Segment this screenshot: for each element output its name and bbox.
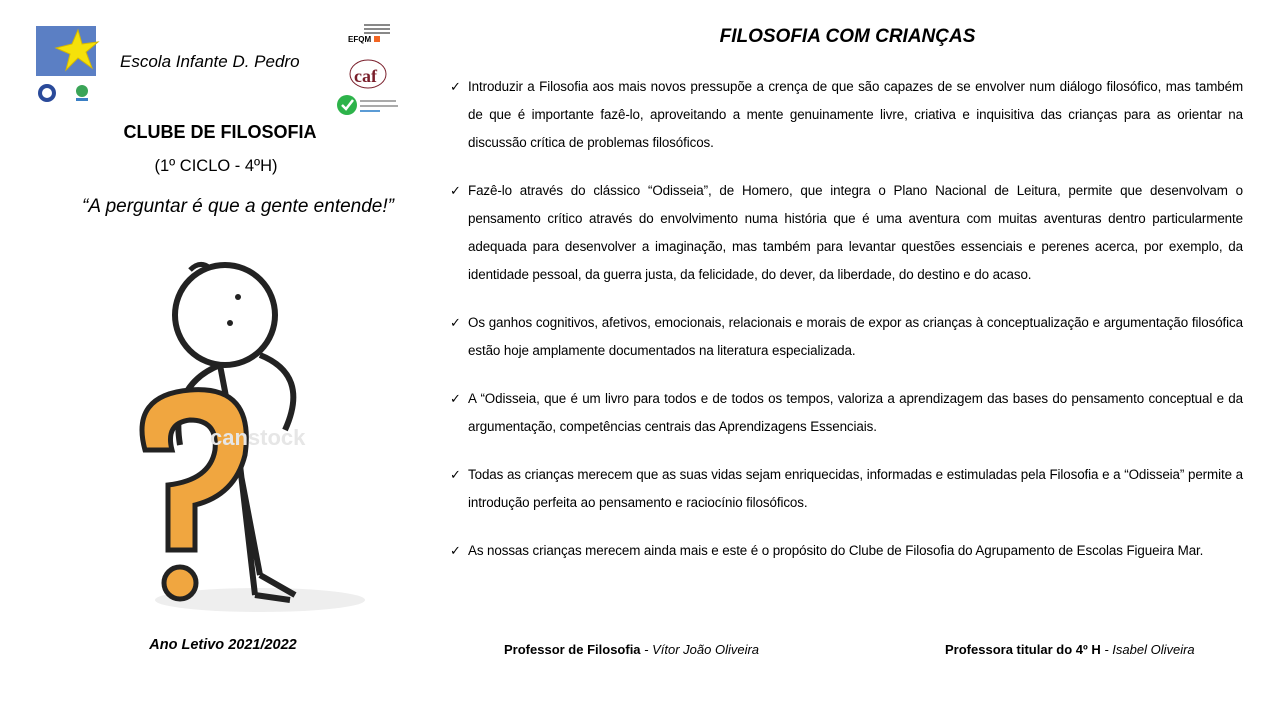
eqavet-logo bbox=[336, 93, 402, 117]
svg-text:EFQM: EFQM bbox=[348, 35, 372, 44]
teacher-signature-philosophy: Professor de Filosofia - Vítor João Oliveira bbox=[504, 642, 760, 657]
school-year: Ano Letivo 2021/2022 bbox=[149, 637, 297, 653]
cycle-label: (1º CICLO - 4ºH) bbox=[154, 157, 278, 175]
list-item: ✓ Introduzir a Filosofia aos mais novos pressupõe a crença de que são capazes de se envolver num diálogo filosófico, mas também de que é importante fazê-lo, aproveitando a mente genuinamente livre, criativa e inquisitiva das crianças para as orientar na discussão crítica de problemas filosóficos. bbox=[450, 73, 1243, 157]
list-item: ✓ A “Odisseia, que é um livro para todos e de todos os tempos, valoriza a aprendizagem das bases do pensamento conceptual e da argumentação, competências centrais das Aprendizagens Essenciais. bbox=[450, 385, 1243, 441]
efqm-logo bbox=[344, 24, 396, 50]
thinking-figure-illustration bbox=[110, 255, 370, 625]
svg-text:caf: caf bbox=[354, 66, 377, 86]
watermark-text: canstock bbox=[210, 425, 306, 450]
check-icon: ✓ bbox=[450, 315, 461, 330]
check-icon: ✓ bbox=[450, 467, 461, 482]
list-item: ✓ As nossas crianças merecem ainda mais e este é o propósito do Clube de Filosofia do Agrupamento de Escolas Figueira Mar. bbox=[450, 537, 1243, 565]
agrupamento-logo bbox=[36, 26, 108, 78]
school-name: Escola Infante D. Pedro bbox=[120, 52, 300, 71]
check-icon: ✓ bbox=[450, 391, 461, 406]
check-icon: ✓ bbox=[450, 183, 461, 198]
list-item: ✓ Todas as crianças merecem que as suas vidas sejam enriquecidas, informadas e estimuladas pela Filosofia e a “Odisseia” permite a introdução perfeita ao pensamento e raciocínio filosóficos. bbox=[450, 461, 1243, 517]
list-item: ✓ Os ganhos cognitivos, afetivos, emocionais, relacionais e morais de expor as crianças à conceptualização e argumentação filosófica estão hoje amplamente documentados na literatura especializada. bbox=[450, 309, 1243, 365]
check-icon: ✓ bbox=[450, 79, 461, 94]
list-item: ✓ Fazê-lo através do clássico “Odisseia”, de Homero, que integra o Plano Nacional de Leitura, permite que desenvolvam o pensamento crítico através do envolvimento numa história que é uma aventura com muitas aventuras dentro particularmente adequada para desenvolver a imaginação, mas também para levantar questões essenciais e perenes acerca, por exemplo, da identidade pessoal, da guerra justa, da felicidade, do dever, da liberdade, do destino e do acaso. bbox=[450, 177, 1243, 289]
club-title: CLUBE DE FILOSOFIA bbox=[123, 122, 317, 142]
teacher-signature-class: Professora titular do 4º H - Isabel Oliveira bbox=[945, 642, 1195, 657]
caf-logo bbox=[348, 58, 390, 90]
check-icon: ✓ bbox=[450, 543, 461, 558]
bullet-list bbox=[450, 73, 1243, 585]
institution-seal-logo bbox=[36, 83, 58, 103]
quote: “A perguntar é que a gente entende!” bbox=[82, 196, 394, 217]
page-title: FILOSOFIA COM CRIANÇAS bbox=[719, 26, 976, 47]
eco-escolas-logo bbox=[72, 83, 92, 103]
